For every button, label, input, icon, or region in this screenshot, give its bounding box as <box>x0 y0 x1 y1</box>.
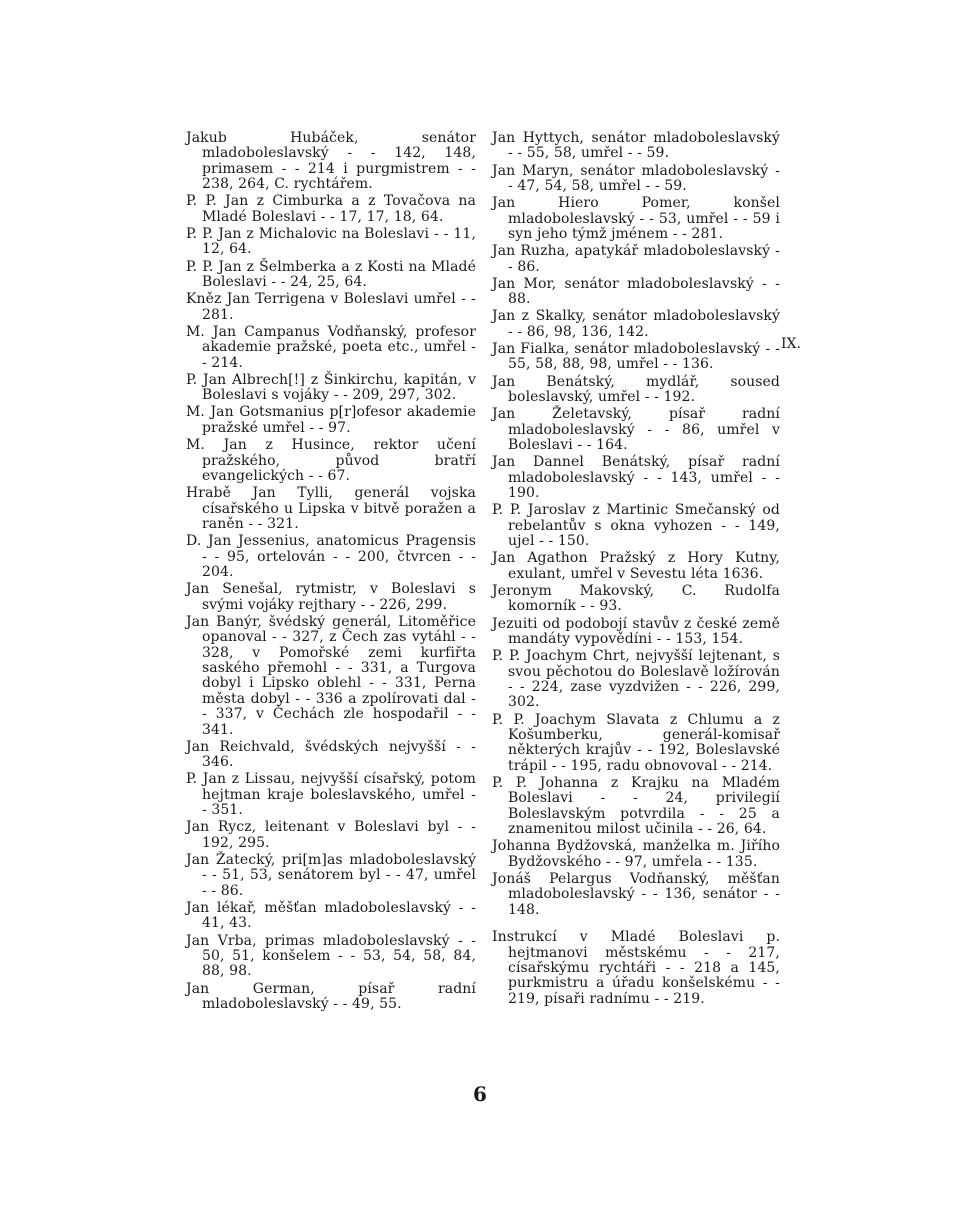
index-entry: Instrukcí v Mladé Boleslavi p. hejtmanovi městskému - - 217, císařskýmu rychtáři - - 218 a 145, purkmistru a úřadu konšelskému - - 219, písaři radnímu - - 219. <box>492 929 780 1007</box>
index-column-left <box>186 131 476 1014</box>
index-entry: Jan Žatecký, pri[m]as mladoboleslavský - - 51, 53, senátorem byl - - 47, umřel - - 86. <box>186 852 476 899</box>
index-entry: P. Jan Albrech[!] z Šinkirchu, kapitán, v Boleslavi s vojáky - - 209, 297, 302. <box>186 371 476 404</box>
index-entry: P. Jan z Lissau, nejvyšší císařský, potom hejtman kraje boleslavského, umřel - - 351. <box>186 771 476 819</box>
index-entry: Jonáš Pelargus Vodňanský, měšťan mladoboleslavský - - 136, senátor - - 148. <box>492 871 780 918</box>
index-entry: Jan Hiero Pomer, konšel mladoboleslavský - - 53, umřel - - 59 i syn jeho týmž jménem - - 281. <box>492 195 780 243</box>
index-entry: Jan Dannel Benátský, písař radní mladoboleslavský - - 143, umřel - - 190. <box>492 454 780 502</box>
index-column-right <box>492 131 780 1009</box>
index-entry: Jan Rycz, leitenant v Boleslavi byl - - 192, 295. <box>186 819 476 851</box>
index-entry: P. P. Jan z Michalovic na Boleslavi - - 11, 12, 64. <box>186 226 476 258</box>
index-entry: M. Jan z Husince, rektor učení pražského, původ bratří evangelických - - 67. <box>186 437 476 484</box>
index-entry: Jan z Skalky, senátor mladoboleslavský - - 86, 98, 136, 142. <box>492 308 780 340</box>
index-entry: Jan Maryn, senátor mladoboleslavský - - 47, 54, 58, umřel - - 59. <box>492 162 780 195</box>
index-entry: P. P. Johanna z Krajku na Mladém Boleslavi - - 24, privilegií Boleslavským potvrdila - - 25 a znamenitou milost učinila - - 26, 64. <box>492 775 780 838</box>
index-entry: Jan Želetavský, písař radní mladoboleslavský - - 86, umřel v Boleslavi - - 164. <box>492 406 780 454</box>
index-entry: P. P. Jan z Cimburka a z Tovačova na Mladé Boleslavi - - 17, 17, 18, 64. <box>186 193 476 225</box>
index-entry: Jan Reichvald, švédských nejvyšší - - 346. <box>186 738 476 771</box>
index-entry: Johanna Bydžovská, manželka m. Jiřího Bydžovského - - 97, umřela - - 135. <box>492 838 780 870</box>
index-entry: Jan Agathon Pražský z Hory Kutny, exulant, umřel v Sevestu léta 1636. <box>492 550 780 582</box>
page-number: 6 <box>473 1082 487 1106</box>
index-entry: M. Jan Campanus Vodňanský, profesor akademie pražské, poeta etc., umřel - - 214. <box>186 323 476 371</box>
index-entry: Jan German, písař radní mladoboleslavský - - 49, 55. <box>186 980 476 1013</box>
index-entry: D. Jan Jessenius, anatomicus Pragensis - - 95, ortelován - - 200, čtvrcen - - 204. <box>186 533 476 580</box>
index-entry: Jan Fialka, senátor mladoboleslavský - - 55, 58, 88, 98, umřel - - 136. <box>492 341 780 373</box>
index-entry: M. Jan Gotsmanius p[r]ofesor akademie pražské umřel - - 97. <box>186 404 476 436</box>
index-entry: Jan Hyttych, senátor mladoboleslavský - - 55, 58, umřel - - 59. <box>492 130 780 162</box>
index-entry: Hrabě Jan Tylli, generál vojska císařského u Lipska v bitvě poražen a raněn - - 321. <box>186 485 476 532</box>
margin-note: IX. <box>781 336 801 352</box>
index-entry: Jan lékař, měšťan mladoboleslavský - - 41, 43. <box>186 900 476 932</box>
index-entry: Jezuiti od podobojí stavův z české země mandáty vypovědíni - - 153, 154. <box>492 615 780 647</box>
index-entry: Jan Senešal, rytmistr, v Boleslavi s svými vojáky rejthary - - 226, 299. <box>186 581 476 613</box>
index-entry: P. P. Jan z Šelmberka a z Kosti na Mladé Boleslavi - - 24, 25, 64. <box>186 258 476 291</box>
index-entry: Jan Vrba, primas mladoboleslavský - - 50, 51, konšelem - - 53, 54, 58, 84, 88, 98. <box>186 932 476 980</box>
index-entry: Jan Benátský, mydlář, soused boleslavský, umřel - - 192. <box>492 373 780 406</box>
index-entry: Jakub Hubáček, senátor mladoboleslavský - - 142, 148, primasem - - 214 i purgmistrem - - 238, 264, C. rychtářem. <box>186 130 476 193</box>
index-entry: P. P. Joachym Chrt, nejvyšší lejtenant, s svou pěchotou do Boleslavě ložírován - - 224, zase vyzdvižen - - 226, 299, 302. <box>492 648 780 711</box>
index-entry: Kněz Jan Terrigena v Boleslavi umřel - - 281. <box>186 291 476 323</box>
index-entry: Jan Ruzha, apatykář mladoboleslavský - - 86. <box>492 243 780 275</box>
index-entry: Jan Mor, senátor mladoboleslavský - - 88. <box>492 275 780 308</box>
index-entry: P. P. Jaroslav z Martinic Smečanský od rebelantův s okna vyhozen - - 149, ujel - - 150. <box>492 502 780 550</box>
index-entry: Jeronym Makovský, C. Rudolfa komorník - - 93. <box>492 582 780 615</box>
index-entry: Jan Banýr, švédský generál, Litoměřice opanoval - - 327, z Čech zas vytáhl - - 328, v Pomořské zemi kurfiřta saského přemohl - - 331, a Turgova dobyl i Lipsko oblehl - - 331, Perna města dobyl - - 336 a zpolírovati dal - - 337, v Čechách zle hospodařil - - 341. <box>186 613 476 738</box>
index-entry: P. P. Joachym Slavata z Chlumu a z Košumberku, generál-komisař některých krajův - - 192, Boleslavské trápil - - 195, radu obnovoval - - 214. <box>492 711 780 774</box>
